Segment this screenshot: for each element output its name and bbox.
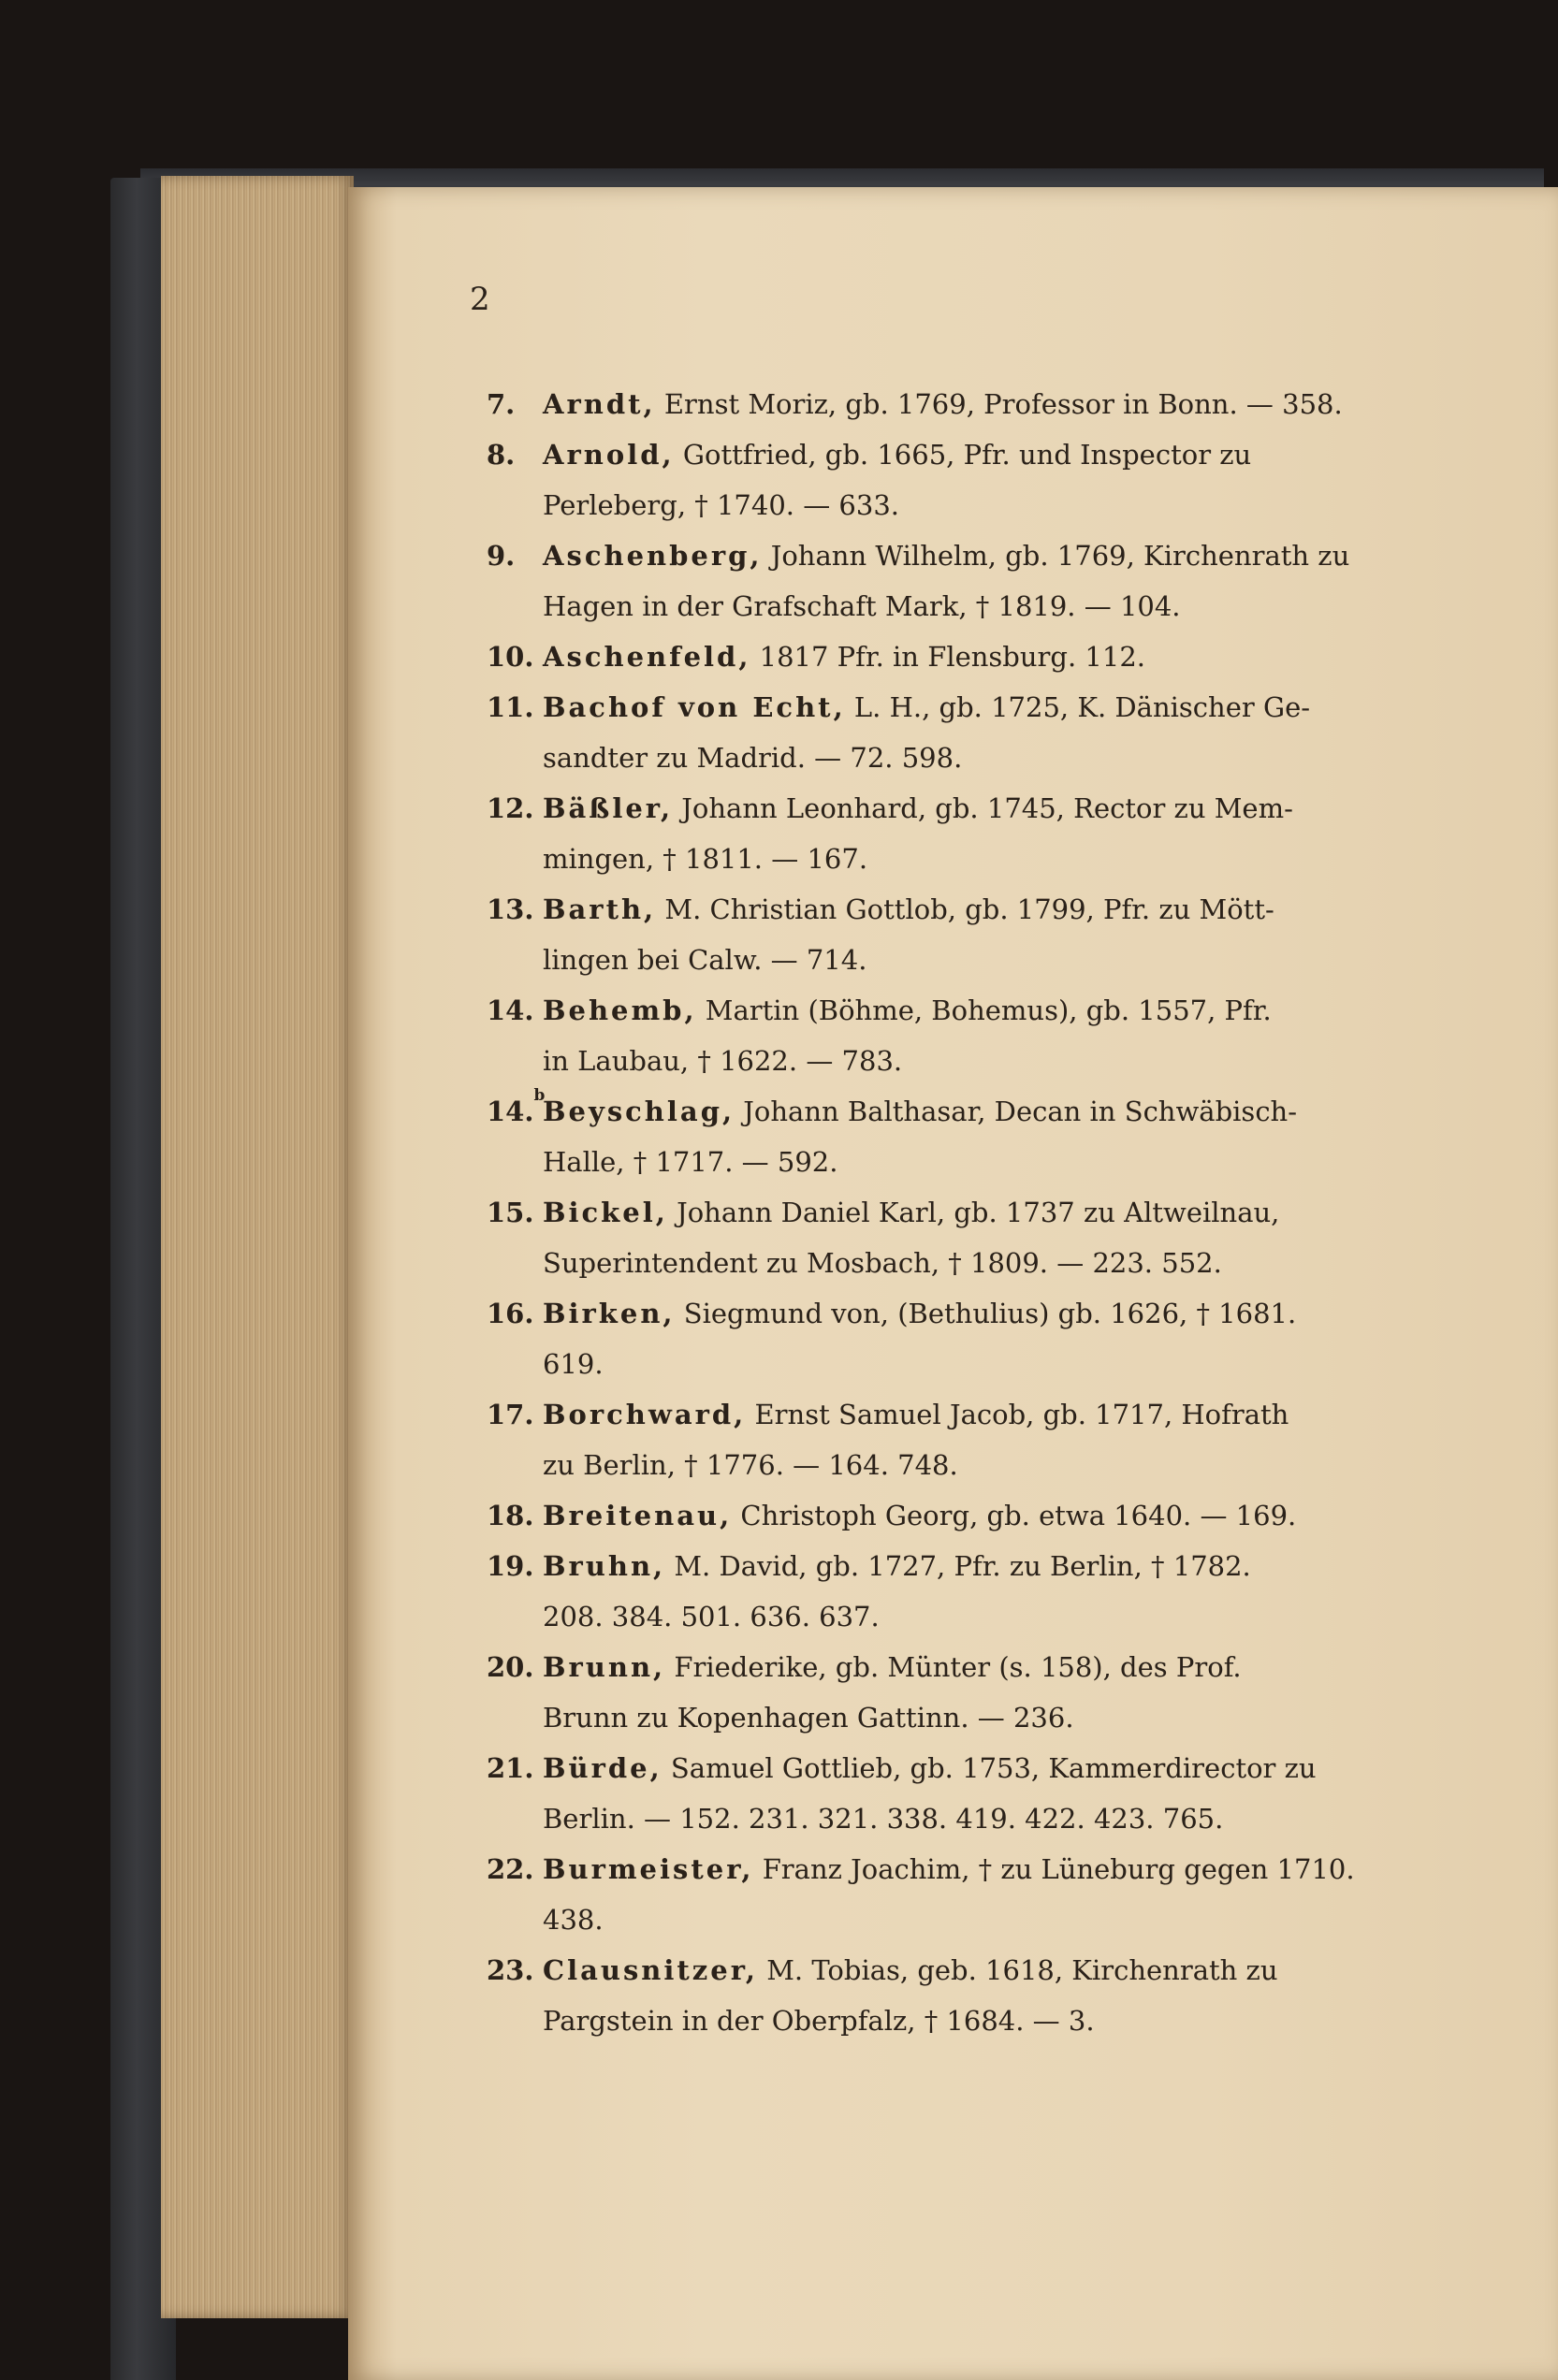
entry-first-line [543, 884, 1516, 935]
entry-list [487, 379, 1516, 2046]
entry-continuation: 208. 384. 501. 636. 637. [543, 1601, 880, 1633]
entry-first-line [543, 429, 1516, 480]
entry-number: 14. [487, 994, 534, 1026]
entry-first-line [543, 1541, 1516, 1591]
page-number: 2 [470, 281, 490, 318]
entry-text: Johann Daniel Karl, gb. 1737 zu Altweilnau, [677, 1197, 1280, 1228]
entry-name: Burmeister, [543, 1853, 754, 1885]
entry-number: 23. [487, 1954, 534, 1986]
entry-number: 16. [487, 1298, 534, 1329]
entry-text: Johann Leonhard, gb. 1745, Rector zu Mem- [681, 792, 1293, 824]
entry-text: M. David, gb. 1727, Pfr. zu Berlin, † 1782. [674, 1550, 1251, 1582]
entry-number: 7. [487, 388, 516, 420]
entry-first-line [543, 631, 1516, 682]
list-item [487, 631, 1516, 682]
entry-continuation: Brunn zu Kopenhagen Gattinn. — 236. [543, 1702, 1074, 1734]
entry-continuation: Superintendent zu Mosbach, † 1809. — 223. 552. [543, 1247, 1222, 1279]
entry-continuation: Berlin. — 152. 231. 321. 338. 419. 422. 423. 765. [543, 1803, 1224, 1835]
entry-number: 21. [487, 1752, 534, 1784]
entry-number: 9. [487, 540, 516, 572]
entry-name: Breitenau, [543, 1500, 733, 1531]
entry-text: Ernst Moriz, gb. 1769, Professor in Bonn. — 358. [663, 388, 1343, 420]
entry-number: 15. [487, 1197, 534, 1228]
entry-name: Aschenberg, [543, 540, 763, 572]
entry-text: Johann Balthasar, Decan in Schwäbisch- [743, 1096, 1298, 1127]
entry-text: Samuel Gottlieb, gb. 1753, Kammerdirector zu [670, 1752, 1317, 1784]
entry-text: Friederike, gb. Münter (s. 158), des Prof. [674, 1651, 1242, 1683]
entry-first-line [543, 1844, 1516, 1894]
entry-continuation: in Laubau, † 1622. — 783. [543, 1045, 903, 1077]
entry-continuation: 438. [543, 1904, 604, 1936]
entry-text: Christoph Georg, gb. etwa 1640. — 169. [740, 1500, 1297, 1531]
entry-first-line [543, 682, 1516, 733]
entry-name: Bürde, [543, 1752, 663, 1784]
list-item [487, 1743, 1516, 1844]
list-item [487, 1945, 1516, 2046]
entry-text: 1817 Pfr. in Flensburg. 112. [759, 641, 1145, 673]
entry-first-line [543, 1945, 1516, 1995]
entry-continuation: Perleberg, † 1740. — 633. [543, 489, 900, 521]
entry-name: Barth, [543, 893, 657, 925]
list-item [487, 985, 1516, 1086]
entry-number: 18. [487, 1500, 534, 1531]
entry-name: Arnold, [543, 439, 675, 471]
entry-continuation: zu Berlin, † 1776. — 164. 748. [543, 1449, 958, 1481]
entry-continuation: 619. [543, 1348, 604, 1380]
list-item [487, 1389, 1516, 1490]
entry-number: 8. [487, 439, 516, 471]
entry-text: M. Christian Gottlob, gb. 1799, Pfr. zu Mött- [664, 893, 1274, 925]
entry-first-line [543, 1288, 1516, 1339]
entry-number: 22. [487, 1853, 534, 1885]
entry-first-line [543, 1086, 1516, 1137]
entry-name: Bäßler, [543, 792, 674, 824]
entry-name: Beyschlag, [543, 1096, 735, 1127]
entry-name: Bachof von Echt, [543, 691, 846, 723]
entry-first-line [543, 985, 1516, 1036]
entry-text: Martin (Böhme, Bohemus), gb. 1557, Pfr. [705, 994, 1272, 1026]
list-item [487, 1642, 1516, 1743]
entry-name: Aschenfeld, [543, 641, 751, 673]
entry-number-suffix: b [533, 1086, 546, 1105]
list-item [487, 1086, 1516, 1187]
entry-text: Johann Wilhelm, gb. 1769, Kirchenrath zu [770, 540, 1350, 572]
entry-first-line [543, 1490, 1516, 1541]
page-edges [161, 176, 354, 2318]
entry-first-line [543, 1642, 1516, 1692]
entry-continuation: Pargstein in der Oberpfalz, † 1684. — 3. [543, 2005, 1095, 2037]
entry-continuation: lingen bei Calw. — 714. [543, 944, 867, 976]
entry-text: Franz Joachim, † zu Lüneburg gegen 1710. [762, 1853, 1355, 1885]
entry-name: Arndt, [543, 388, 656, 420]
entry-number: 10. [487, 641, 534, 673]
list-item [487, 1187, 1516, 1288]
entry-number: 11. [487, 691, 534, 723]
entry-text: L. H., gb. 1725, K. Dänischer Ge- [853, 691, 1311, 723]
entry-first-line [543, 530, 1516, 581]
list-item [487, 682, 1516, 783]
list-item [487, 379, 1516, 429]
entry-name: Clausnitzer, [543, 1954, 758, 1986]
list-item [487, 884, 1516, 985]
entry-first-line [543, 1389, 1516, 1440]
entry-text: Ernst Samuel Jacob, gb. 1717, Hofrath [754, 1399, 1289, 1430]
entry-first-line [543, 1743, 1516, 1793]
entry-number: 12. [487, 792, 534, 824]
entry-number: 13. [487, 893, 534, 925]
list-item [487, 1490, 1516, 1541]
entry-continuation: mingen, † 1811. — 167. [543, 843, 868, 875]
entry-text: Gottfried, gb. 1665, Pfr. und Inspector zu [682, 439, 1252, 471]
entry-number: 19. [487, 1550, 534, 1582]
entry-text: Siegmund von, (Bethulius) gb. 1626, † 1681. [683, 1298, 1297, 1329]
entry-name: Birken, [543, 1298, 676, 1329]
entry-first-line [543, 379, 1516, 429]
entry-number: 17. [487, 1399, 534, 1430]
list-item [487, 1844, 1516, 1945]
list-item [487, 530, 1516, 631]
entry-continuation: Hagen in der Grafschaft Mark, † 1819. — 104. [543, 590, 1181, 622]
entry-name: Bruhn, [543, 1550, 666, 1582]
entry-number: 14.$^b$ [487, 1086, 546, 1127]
list-item [487, 1288, 1516, 1389]
entry-number: 20. [487, 1651, 534, 1683]
entry-name: Bickel, [543, 1197, 668, 1228]
entry-first-line [543, 783, 1516, 834]
list-item [487, 1541, 1516, 1642]
list-item [487, 783, 1516, 884]
entry-continuation: sandter zu Madrid. — 72. 598. [543, 742, 963, 774]
entry-name: Brunn, [543, 1651, 666, 1683]
entry-text: M. Tobias, geb. 1618, Kirchenrath zu [766, 1954, 1278, 1986]
entry-name: Behemb, [543, 994, 697, 1026]
entry-continuation: Halle, † 1717. — 592. [543, 1146, 838, 1178]
entry-first-line [543, 1187, 1516, 1238]
entry-name: Borchward, [543, 1399, 747, 1430]
list-item [487, 429, 1516, 530]
